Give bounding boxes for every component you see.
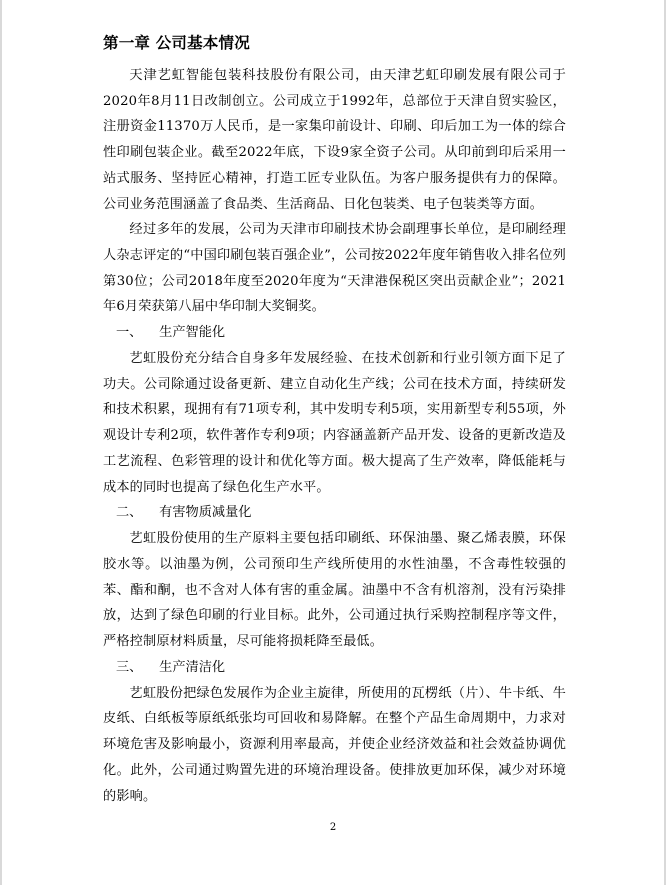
page-number: 2 [329, 822, 337, 833]
chapter-title: 第一章 公司基本情况 [103, 34, 250, 52]
section-body-intelligent-production: 艺虹股份充分结合自身多年发展经验、在技术创新和行业引领方面下足了功夫。公司除通过设备更新、建立自动化生产线；公司在技术方面，持续研发和技术积累，现拥有有71项专利，其中发明专利5项，实用新型专利55项，外观设计专利2项，软件著作专利9项；内容涵盖新产品开发、设备的更新改造及工艺流程、色彩管理的设计和优化等方面。极大提高了生产效率，降低能耗与成本的同时也提高了绿色化生产水平。 [103, 351, 566, 495]
section-heading-intelligent-production: 一、 生产智能化 [116, 325, 226, 341]
section-body-clean-production: 艺虹股份把绿色发展作为企业主旋律，所使用的瓦楞纸（片）、牛卡纸、牛皮纸、白纸板等原纸纸张均可回收和易降解。在整个产品生命周期中，力求对环境危害及影响最小，资源利用率最高，并使企业经济效益和社会效益协调优化。此外，公司通过购置先进的环境治理设备。使排放更加环保，减少对环境的影响。 [103, 685, 566, 804]
document-body [103, 30, 566, 809]
honors-paragraph: 经过多年的发展，公司为天津市印刷技术协会副理事长单位，是印刷经理人杂志评定的“中国印刷包装百强企业”，公司按2022年度年销售收入排名位列第30位；公司2018年度至2020年度为“天津港保税区突出贡献企业”；2021年6月荣获第八届中华印制大奖铜奖。 [103, 222, 566, 315]
page-left-edge [0, 0, 2, 885]
section-body-hazard-reduction: 艺虹股份使用的生产原料主要包括印刷纸、环保油墨、聚乙烯表膜，环保胶水等。以油墨为例，公司预印生产线所使用的水性油墨，不含毒性较强的苯、酯和酮，也不含对人体有害的重金属。油墨中不含有机溶剂，没有污染排放，达到了绿色印刷的行业目标。此外，公司通过执行采购控制程序等文件，严格控制原材料质量，尽可能将损耗降至最低。 [103, 531, 566, 650]
section-heading-clean-production: 三、 生产清洁化 [116, 659, 226, 675]
section-heading-hazard-reduction: 二、 有害物质减量化 [116, 505, 252, 521]
intro-paragraph: 天津艺虹智能包装科技股份有限公司，由天津艺虹印刷发展有限公司于2020年8月11日改制创立。公司成立于1992年，总部位于天津自贸实验区，注册资金11370万人民币，是一家集印前设计、印刷、印后加工为一体的综合性印刷包装企业。截至2022年底，下设9家全资子公司。从印前到印后采用一站式服务、坚持匠心精神，打造工匠专业队伍。为客户服务提供有力的保障。公司业务范围涵盖了食品类、生活商品、日化包装类、电子包装类等方面。 [103, 68, 566, 212]
